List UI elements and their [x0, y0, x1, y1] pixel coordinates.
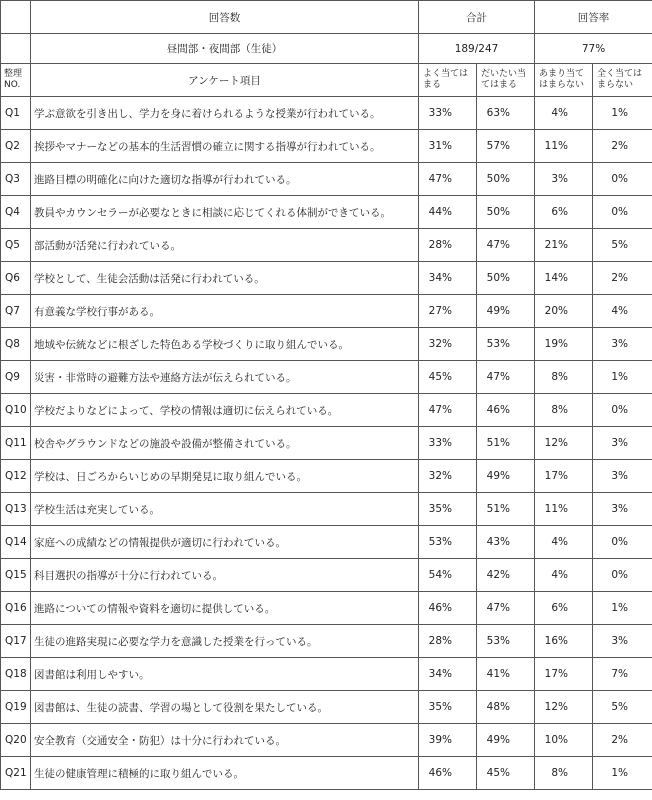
rate-not-really-true: 20%	[535, 295, 593, 328]
rate-very-true: 31%	[419, 130, 477, 163]
rate-not-true-at-all: 7%	[593, 658, 652, 691]
table-row	[1, 493, 652, 526]
rate-very-true: 46%	[419, 757, 477, 790]
rate-very-true: 33%	[419, 427, 477, 460]
rate-not-true-at-all: 3%	[593, 493, 652, 526]
rate-mostly-true: 49%	[477, 460, 535, 493]
column-item-header: アンケート項目	[31, 64, 419, 97]
rate-not-really-true: 11%	[535, 493, 593, 526]
question-number: Q12	[1, 460, 31, 493]
rate-not-true-at-all: 1%	[593, 97, 652, 130]
question-number: Q9	[1, 361, 31, 394]
column-opt2-header: だいたい当てはまる	[477, 64, 535, 97]
rate-not-really-true: 16%	[535, 625, 593, 658]
rate-mostly-true: 53%	[477, 328, 535, 361]
table-row	[1, 559, 652, 592]
question-text: 進路目標の明確化に向けた適切な指導が行われている。	[31, 163, 419, 196]
respondents-label: 回答数	[31, 1, 419, 34]
rate-mostly-true: 47%	[477, 361, 535, 394]
question-text: 教員やカウンセラーが必要なときに相談に応じてくれる体制ができている。	[31, 196, 419, 229]
table-row	[1, 724, 652, 757]
rate-mostly-true: 51%	[477, 427, 535, 460]
rate-mostly-true: 53%	[477, 625, 535, 658]
blank-cell	[1, 1, 31, 34]
rate-mostly-true: 49%	[477, 295, 535, 328]
rate-very-true: 33%	[419, 97, 477, 130]
rate-label: 回答率	[535, 1, 652, 34]
question-text: 家庭への成績などの情報提供が適切に行われている。	[31, 526, 419, 559]
question-number: Q7	[1, 295, 31, 328]
rate-very-true: 27%	[419, 295, 477, 328]
question-number: Q4	[1, 196, 31, 229]
rate-not-true-at-all: 0%	[593, 196, 652, 229]
column-opt3-header: あまり当てはまらない	[535, 64, 593, 97]
rate-not-really-true: 4%	[535, 526, 593, 559]
rate-not-really-true: 8%	[535, 757, 593, 790]
rate-not-really-true: 4%	[535, 559, 593, 592]
rate-not-really-true: 17%	[535, 658, 593, 691]
rate-very-true: 28%	[419, 625, 477, 658]
rate-mostly-true: 50%	[477, 262, 535, 295]
question-text: 部活動が活発に行われている。	[31, 229, 419, 262]
header-row-2	[1, 34, 652, 64]
total-label: 合計	[419, 1, 535, 34]
table-row	[1, 295, 652, 328]
rate-not-true-at-all: 3%	[593, 625, 652, 658]
question-text: 進路についての情報や資料を適切に提供している。	[31, 592, 419, 625]
table-row	[1, 262, 652, 295]
question-number: Q1	[1, 97, 31, 130]
rate-very-true: 34%	[419, 658, 477, 691]
rate-very-true: 32%	[419, 328, 477, 361]
table-row	[1, 229, 652, 262]
question-number: Q11	[1, 427, 31, 460]
rate-not-really-true: 12%	[535, 427, 593, 460]
table-row	[1, 625, 652, 658]
rate-not-true-at-all: 1%	[593, 592, 652, 625]
table-row	[1, 691, 652, 724]
question-text: 学校生活は充実している。	[31, 493, 419, 526]
rate-very-true: 44%	[419, 196, 477, 229]
table-row	[1, 460, 652, 493]
rate-mostly-true: 49%	[477, 724, 535, 757]
rate-not-true-at-all: 3%	[593, 427, 652, 460]
question-text: 挨拶やマナーなどの基本的生活習慣の確立に関する指導が行われている。	[31, 130, 419, 163]
question-text: 災害・非常時の避難方法や連絡方法が伝えられている。	[31, 361, 419, 394]
rate-not-really-true: 12%	[535, 691, 593, 724]
rate-not-really-true: 17%	[535, 460, 593, 493]
rate-not-true-at-all: 2%	[593, 724, 652, 757]
rate-mostly-true: 63%	[477, 97, 535, 130]
table-row	[1, 328, 652, 361]
rate-not-true-at-all: 2%	[593, 262, 652, 295]
question-text: 図書館は、生徒の読書、学習の場として役割を果たしている。	[31, 691, 419, 724]
blank-cell	[1, 34, 31, 64]
column-opt1-header: よく当てはまる	[419, 64, 477, 97]
rate-value: 77%	[535, 34, 652, 64]
rate-not-really-true: 11%	[535, 130, 593, 163]
rate-very-true: 32%	[419, 460, 477, 493]
rate-not-really-true: 10%	[535, 724, 593, 757]
total-value: 189/247	[419, 34, 535, 64]
rate-not-true-at-all: 0%	[593, 526, 652, 559]
table-row	[1, 592, 652, 625]
rate-mostly-true: 47%	[477, 592, 535, 625]
rate-very-true: 45%	[419, 361, 477, 394]
rate-very-true: 35%	[419, 691, 477, 724]
rate-not-true-at-all: 1%	[593, 361, 652, 394]
header-row-1	[1, 1, 652, 34]
rate-not-true-at-all: 1%	[593, 757, 652, 790]
table-row	[1, 97, 652, 130]
rate-not-true-at-all: 3%	[593, 328, 652, 361]
question-number: Q13	[1, 493, 31, 526]
question-text: 学校は、日ごろからいじめの早期発見に取り組んでいる。	[31, 460, 419, 493]
rate-mostly-true: 57%	[477, 130, 535, 163]
table-row	[1, 658, 652, 691]
rate-mostly-true: 42%	[477, 559, 535, 592]
group-label: 昼間部・夜間部（生徒）	[31, 34, 419, 64]
rate-very-true: 54%	[419, 559, 477, 592]
rate-mostly-true: 50%	[477, 163, 535, 196]
question-number: Q6	[1, 262, 31, 295]
question-number: Q16	[1, 592, 31, 625]
question-number: Q20	[1, 724, 31, 757]
rate-mostly-true: 48%	[477, 691, 535, 724]
rate-not-really-true: 6%	[535, 592, 593, 625]
rate-not-true-at-all: 0%	[593, 163, 652, 196]
question-text: 図書館は利用しやすい。	[31, 658, 419, 691]
rate-not-really-true: 21%	[535, 229, 593, 262]
rate-mostly-true: 46%	[477, 394, 535, 427]
table-row	[1, 526, 652, 559]
rate-not-really-true: 4%	[535, 97, 593, 130]
rate-mostly-true: 45%	[477, 757, 535, 790]
rate-very-true: 47%	[419, 394, 477, 427]
question-number: Q10	[1, 394, 31, 427]
question-number: Q18	[1, 658, 31, 691]
rate-not-really-true: 3%	[535, 163, 593, 196]
rate-very-true: 28%	[419, 229, 477, 262]
rate-very-true: 46%	[419, 592, 477, 625]
rate-not-true-at-all: 5%	[593, 691, 652, 724]
question-number: Q14	[1, 526, 31, 559]
question-text: 校舎やグラウンドなどの施設や設備が整備されている。	[31, 427, 419, 460]
column-opt4-header: 全く当てはまらない	[593, 64, 652, 97]
question-number: Q2	[1, 130, 31, 163]
table-row	[1, 163, 652, 196]
rate-very-true: 39%	[419, 724, 477, 757]
question-number: Q5	[1, 229, 31, 262]
rate-not-true-at-all: 0%	[593, 394, 652, 427]
question-number: Q17	[1, 625, 31, 658]
question-number: Q8	[1, 328, 31, 361]
table-row	[1, 361, 652, 394]
rate-very-true: 47%	[419, 163, 477, 196]
rate-mostly-true: 41%	[477, 658, 535, 691]
question-text: 有意義な学校行事がある。	[31, 295, 419, 328]
rate-mostly-true: 47%	[477, 229, 535, 262]
rate-very-true: 53%	[419, 526, 477, 559]
table-row	[1, 130, 652, 163]
table-row	[1, 394, 652, 427]
rate-not-true-at-all: 5%	[593, 229, 652, 262]
rate-not-true-at-all: 2%	[593, 130, 652, 163]
table-row	[1, 757, 652, 790]
column-no-header: 整理NO.	[1, 64, 31, 97]
rate-not-true-at-all: 0%	[593, 559, 652, 592]
rate-mostly-true: 51%	[477, 493, 535, 526]
question-number: Q3	[1, 163, 31, 196]
rate-mostly-true: 50%	[477, 196, 535, 229]
question-number: Q21	[1, 757, 31, 790]
rate-very-true: 35%	[419, 493, 477, 526]
rate-not-really-true: 8%	[535, 394, 593, 427]
question-text: 学校だよりなどによって、学校の情報は適切に伝えられている。	[31, 394, 419, 427]
rate-very-true: 34%	[419, 262, 477, 295]
question-number: Q15	[1, 559, 31, 592]
rate-not-really-true: 8%	[535, 361, 593, 394]
table-row	[1, 196, 652, 229]
table-row	[1, 427, 652, 460]
question-text: 地域や伝統などに根ざした特色ある学校づくりに取り組んでいる。	[31, 328, 419, 361]
rate-not-true-at-all: 4%	[593, 295, 652, 328]
question-text: 学校として、生徒会活動は活発に行われている。	[31, 262, 419, 295]
column-header-row	[1, 64, 652, 97]
question-number: Q19	[1, 691, 31, 724]
rate-mostly-true: 43%	[477, 526, 535, 559]
rate-not-really-true: 19%	[535, 328, 593, 361]
question-text: 学ぶ意欲を引き出し、学力を身に着けられるような授業が行われている。	[31, 97, 419, 130]
rate-not-really-true: 14%	[535, 262, 593, 295]
rate-not-really-true: 6%	[535, 196, 593, 229]
question-text: 生徒の健康管理に積極的に取り組んでいる。	[31, 757, 419, 790]
question-text: 科目選択の指導が十分に行われている。	[31, 559, 419, 592]
question-text: 生徒の進路実現に必要な学力を意識した授業を行っている。	[31, 625, 419, 658]
question-text: 安全教育（交通安全・防犯）は十分に行われている。	[31, 724, 419, 757]
rate-not-true-at-all: 3%	[593, 460, 652, 493]
